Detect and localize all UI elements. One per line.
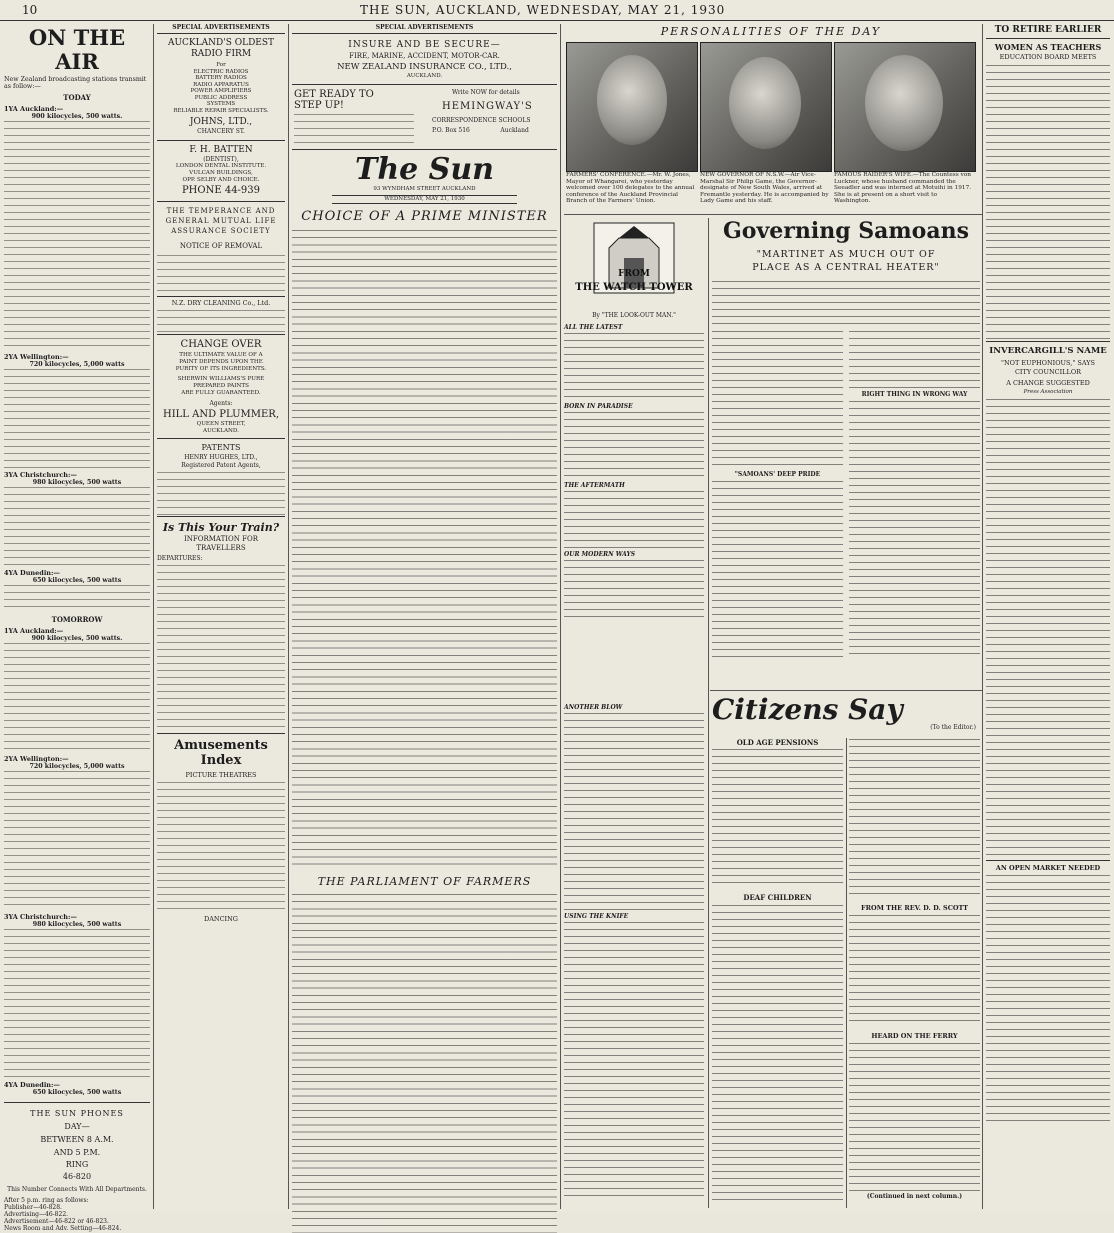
tomorrow-heading: TOMORROW [51, 615, 103, 624]
phones-line: DAY— [64, 1122, 90, 1131]
radio-ad-line: POWER AMPLIFIERS [190, 88, 252, 94]
intro-text: New Zealand broadcasting stations transmit as follow:— [4, 76, 147, 90]
on-the-air-column [4, 24, 150, 1232]
insure-line: FIRE, MARINE, ACCIDENT, MOTOR-CAR. [349, 52, 500, 60]
station-frequency: 650 kilocycles, 500 watts [32, 577, 122, 584]
hill-street: QUEEN STREET, [196, 421, 246, 427]
station-frequency: 650 kilocycles, 500 watts [32, 1089, 122, 1096]
sun-date: WEDNESDAY, MAY 21, 1930 [332, 195, 517, 204]
change-line: PAINT DEPENDS UPON THE [179, 359, 263, 365]
travellers-info: TRAVELLERS [196, 544, 246, 552]
hill-plummer: HILL AND PLUMMER, [162, 409, 280, 420]
removal-notice: NOTICE OF REMOVAL [179, 242, 263, 250]
sherwin-line: PREPARED PAINTS [193, 383, 249, 389]
name-quote: "NOT EUPHONIOUS," SAYS [1000, 359, 1096, 367]
citizens-right [849, 738, 980, 1208]
station-frequency: 980 kilocycles, 500 watts [32, 479, 122, 486]
board-sub: EDUCATION BOARD MEETS [999, 53, 1097, 61]
sherwin-line: ARE FULLY GUARANTEED. [181, 390, 261, 396]
citizens-say-header [712, 694, 980, 734]
photo-governor [700, 42, 832, 172]
phones-line: RING [65, 1160, 89, 1169]
change-over: CHANGE OVER [180, 339, 262, 350]
samoa-subhead: "SAMOANS' DEEP PRIDE [734, 471, 821, 478]
departures: DEPARTURES: [157, 555, 203, 562]
after-line: Advertisement—46-822 or 46-823. [4, 1218, 109, 1225]
picture-theatres: PICTURE THEATRES [185, 771, 257, 779]
agents: Agents: [209, 400, 233, 407]
letter-heading: OLD AGE PENSIONS [736, 738, 819, 747]
write-now: Write NOW for details [452, 89, 520, 96]
column-rule [982, 24, 983, 1209]
ready-line: GET READY TO [294, 89, 374, 100]
temperance-line: ASSURANCE SOCIETY [171, 227, 271, 235]
samoa-sub: PLACE AS A CENTRAL HEATER" [752, 262, 940, 273]
radio-ad-line: RELIABLE REPAIR SPECIALISTS. [173, 107, 269, 114]
advertisements-column [157, 24, 285, 1209]
farmers-body [292, 893, 557, 1233]
program-listing [4, 770, 150, 910]
station-name: 2YA Wellington:— [4, 353, 69, 361]
samoa-sub: "MARTINET AS MUCH OUT OF [756, 249, 936, 260]
sun-logo-block [292, 154, 557, 204]
insure-line: NEW ZEALAND INSURANCE CO., LTD., [337, 62, 512, 72]
radio-ad-line: PUBLIC ADDRESS [194, 94, 248, 101]
column-rule [560, 24, 561, 1209]
dentist-line: OPP. SELBY AND CHOICE. [182, 177, 260, 183]
svg-text:THE WATCH TOWER: THE WATCH TOWER [575, 282, 693, 293]
column-rule [288, 24, 289, 1209]
hemingway: HEMINGWAY'S [442, 101, 533, 112]
radio-ad-line: ELECTRIC RADIOS [193, 68, 249, 75]
dentist-name: F. H. BATTEN [189, 145, 253, 155]
watchtower-section: ALL THE LATEST [564, 324, 623, 331]
photo-caption: FARMERS' CONFERENCE.—Mr. W. Jones, Mayor of Whangarei, who yesterday welcomed over 100 delegates to the annual conference of the Auckland Provincial Branch of the Farmers' Union. [566, 172, 695, 205]
letter-heading: HEARD ON THE FERRY [871, 1032, 958, 1040]
samoa-subhead: RIGHT THING IN WRONG WAY [861, 391, 968, 398]
insure-line: INSURE AND BE SECURE— [348, 40, 501, 50]
ready-line: STEP UP! [294, 100, 344, 111]
citizens-title: Citizens Say [712, 693, 903, 726]
women-title: WOMEN AS TEACHERS [994, 42, 1102, 52]
temperance-line: GENERAL MUTUAL LIFE [165, 217, 277, 225]
watchtower-section: USING THE KNIFE [564, 913, 629, 920]
radio-ad-line: BATTERY RADIOS [195, 75, 247, 81]
travellers-info: INFORMATION FOR [184, 535, 258, 543]
watchtower-byline: By "THE LOOK-OUT MAN." [592, 312, 676, 319]
photo-countess [834, 42, 976, 172]
station-frequency: 900 kilocycles, 500 watts. [31, 113, 123, 120]
program-listing [4, 642, 150, 752]
page-number: 10 [22, 3, 38, 17]
change-line: PURITY OF ITS INGREDIENTS. [175, 366, 267, 372]
sun-logo: The Sun [355, 152, 494, 187]
continued-note: (Continued in next column.) [866, 1193, 963, 1200]
radio-ad-title: RADIO FIRM [190, 49, 252, 59]
dentist-line: LONDON DENTAL INSTITUTE. [175, 163, 267, 169]
phones-number: 46-820 [62, 1172, 92, 1181]
station-frequency: 720 kilocycles, 5,000 watts [29, 361, 125, 368]
program-listing [4, 368, 150, 468]
station-name: 3YA Christchurch:— [4, 471, 77, 479]
personalities-title: PERSONALITIES OF THE DAY [660, 25, 882, 38]
samoa-title: Governing Samoans [723, 218, 969, 244]
retire-title: TO RETIRE EARLIER [986, 24, 1110, 39]
sun-phones-box [4, 1102, 150, 1232]
to-editor: (To the Editor.) [930, 724, 976, 731]
po-box: P.O. Box 516 Auckland [432, 127, 529, 134]
editorial-title: CHOICE OF A PRIME MINISTER [301, 209, 548, 224]
masthead-title: THE SUN, AUCKLAND, WEDNESDAY, MAY 21, 1930 [360, 3, 726, 17]
sherwin-line: SHERWIN WILLIAMS'S PURE [177, 376, 265, 382]
amusements-title: Index [200, 753, 242, 768]
train-title: Is This Your Train? [162, 521, 280, 534]
patents-sub: Registered Patent Agents, [181, 462, 261, 469]
phones-line: BETWEEN 8 A.M. [40, 1135, 114, 1144]
section-title: ON THE AIR [28, 25, 126, 74]
patents-firm: HENRY HUGHES, LTD., [184, 454, 258, 461]
name-title: INVERCARGILL'S NAME [989, 346, 1107, 356]
press-association: Press Association [1023, 389, 1073, 395]
after-hours: After 5 p.m. ring as follows: [4, 1197, 89, 1204]
photo-caption: FAMOUS RAIDER'S WIFE.—The Countess von Luckner, whose husband commanded the Seeadler and was interned at Motuihi in 1917. She is at present on a short visit to Washington. [834, 172, 972, 205]
station-name: 2YA Wellington:— [4, 755, 69, 763]
change-line: THE ULTIMATE VALUE OF A [179, 352, 263, 358]
watchtower-section: BORN IN PARADISE [564, 403, 633, 410]
dancing: DANCING [203, 915, 238, 923]
station-name: 1YA Auckland:— [4, 627, 64, 635]
radio-ad-title: AUCKLAND'S OLDEST [167, 38, 275, 48]
after-line: News Room and Adv. Setting—46-824. [4, 1225, 122, 1232]
name-quote: CITY COUNCILLOR [1014, 368, 1082, 376]
personalities-header-bar [564, 24, 978, 44]
change-suggested: A CHANGE SUGGESTED [1006, 379, 1090, 387]
program-listing [4, 486, 150, 566]
sun-address: 93 WYNDHAM STREET AUCKLAND [373, 186, 476, 192]
dentist-title: (DENTIST), [203, 156, 239, 163]
station-name: 3YA Christchurch:— [4, 913, 77, 921]
hemingway-ad [292, 85, 557, 149]
watch-tower-continued [564, 703, 704, 1208]
open-market-title: AN OPEN MARKET NEEDED [995, 864, 1101, 872]
ads-header: SPECIAL ADVERTISEMENTS [157, 24, 285, 34]
column-rule [153, 24, 154, 1209]
today-heading: TODAY [63, 93, 91, 102]
watchtower-section: ANOTHER BLOW [564, 704, 623, 711]
photo-caption: NEW GOVERNOR OF N.S.W.—Air Vice-Marshal Sir Philip Game, the Governor-designate of New South Wales, arrived at Fremantle yesterday. He is accompanied by Lady Game and his staff. [700, 172, 829, 205]
hill-street: AUCKLAND. [203, 428, 239, 434]
watchtower-section: THE AFTERMATH [564, 482, 625, 489]
patents-title: PATENTS [201, 443, 241, 452]
radio-ad-line: For [216, 62, 226, 68]
radio-ad-line: SYSTEMS [206, 101, 236, 107]
station-name: 4YA Dunedin:— [4, 1081, 60, 1089]
editorial-body [292, 229, 557, 869]
after-line: Advertising—46-822. [4, 1211, 69, 1218]
station-frequency: 900 kilocycles, 500 watts. [31, 635, 123, 642]
after-line: Publisher—46-828. [4, 1204, 62, 1211]
station-frequency: 720 kilocycles, 5,000 watts [29, 763, 125, 770]
samoa-article [712, 218, 980, 688]
phones-note: This Number Connects With All Departments. [7, 1186, 147, 1193]
dry-cleaning: N.Z. DRY CLEANING Co., Ltd. [171, 299, 271, 307]
farmers-title: THE PARLIAMENT OF FARMERS [317, 875, 532, 888]
letter-heading: FROM THE REV. D. D. SCOTT [861, 904, 968, 912]
corr-schools: CORRESPONDENCE SCHOOLS [432, 117, 531, 124]
right-column [986, 24, 1110, 1209]
station-frequency: 980 kilocycles, 500 watts [32, 921, 122, 928]
program-listing [4, 584, 150, 612]
temperance-line: THE TEMPERANCE AND [166, 207, 276, 215]
dentist-line: VULCAN BUILDINGS, [189, 170, 253, 176]
insure-line: AUCKLAND. [406, 73, 443, 79]
editorial-column [292, 24, 557, 1209]
station-name: 4YA Dunedin:— [4, 569, 60, 577]
station-name: 1YA Auckland:— [4, 105, 64, 113]
ads-header: SPECIAL ADVERTISEMENTS [292, 24, 557, 34]
watch-tower-column [564, 218, 704, 703]
photo-farmers-conference [566, 42, 698, 172]
radio-ad-line: RADIO APPARATUS [193, 81, 249, 88]
letter-heading: DEAF CHILDREN [743, 893, 812, 902]
amusements-title: Amusements [174, 738, 268, 753]
citizens-left [712, 738, 843, 1208]
radio-street: CHANCERY ST. [197, 128, 245, 135]
phones-line: AND 5 P.M. [53, 1148, 101, 1157]
watch-tower-logo [564, 218, 704, 308]
svg-text:FROM: FROM [618, 269, 650, 279]
dentist-phone: PHONE 44-939 [181, 185, 261, 196]
phones-line: THE SUN PHONES [30, 1109, 124, 1118]
program-listing [4, 120, 150, 350]
masthead [0, 0, 1114, 21]
program-listing [4, 928, 150, 1078]
radio-firm: JOHNS, LTD., [189, 117, 253, 127]
watchtower-section: OUR MODERN WAYS [564, 551, 636, 558]
